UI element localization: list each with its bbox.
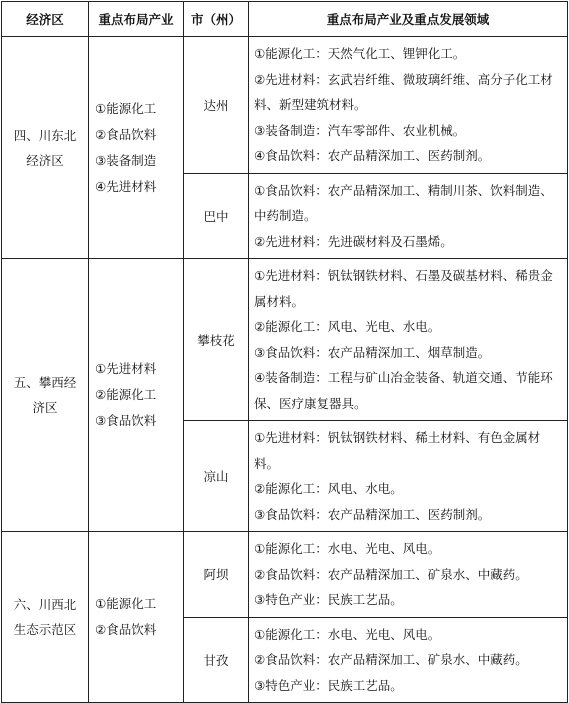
industry-item: ①能源化工: [95, 596, 157, 611]
city-name: 攀枝花: [184, 259, 249, 421]
industry-item: ③装备制造: [95, 152, 157, 168]
industry-layout-table: [1, 1, 568, 703]
detail-line: ②先进材料：玄武岩纤维、微玻璃纤维、高分子化工材料、新型建筑材料。: [254, 71, 553, 112]
zone-name-line: 六、川西北: [13, 597, 77, 612]
detail-line: ④装备制造：工程与矿山冶金装备、轨道交通、节能环保、医疗康复器具。: [254, 370, 553, 411]
city-details: [249, 37, 568, 174]
detail-line: ①能源化工：天然气化工、锂钾化工。: [254, 46, 466, 61]
detail-line: ②食品饮料：农产品精深加工、矿泉水、中藏药。: [254, 566, 528, 582]
industry-list: [89, 532, 184, 703]
industry-item: ②食品饮料: [95, 622, 157, 637]
industry-item: ④先进材料: [95, 178, 157, 194]
detail-line: ③特色产业：民族工艺品。: [254, 592, 403, 607]
detail-line: ①先进材料：钒钛钢铁材料、稀土材料、有色金属材料。: [254, 430, 541, 471]
zone-cell: [2, 37, 89, 259]
industry-list: [89, 259, 184, 532]
detail-line: ③食品饮料：农产品精深加工、烟草制造。: [254, 344, 491, 360]
zone-name-line: 五、攀西经: [13, 375, 77, 390]
city-name: 达州: [184, 37, 249, 174]
zone-name-line: 四、川东北: [13, 127, 77, 143]
industry-item: ②食品饮料: [95, 126, 157, 142]
table-row: [2, 532, 568, 618]
zone-cell: [2, 532, 89, 703]
zone-name-line: 经济区: [26, 152, 64, 168]
header-zone: 经济区: [2, 2, 89, 37]
city-details: [249, 259, 568, 421]
detail-line: ②先进材料：先进碳材料及石墨烯。: [254, 233, 453, 249]
header-key-industry: 重点布局产业: [89, 2, 184, 37]
city-name: 巴中: [184, 173, 249, 259]
zone-name-line: 济区: [32, 400, 58, 415]
detail-line: ①先进材料：钒钛钢铁材料、石墨及碳基材料、稀贵金属材料。: [254, 268, 553, 309]
table-row: [2, 37, 568, 174]
detail-line: ②食品饮料：农产品精深加工、矿泉水、中藏药。: [254, 652, 528, 667]
table-row: [2, 259, 568, 421]
detail-line: ④食品饮料：农产品精深加工、医药制剂。: [254, 148, 491, 163]
city-details: [249, 421, 568, 532]
header-city: 市（州）: [184, 2, 249, 37]
detail-line: ②能源化工：风电、光电、水电。: [254, 319, 441, 334]
industry-item: ③食品饮料: [95, 413, 157, 428]
detail-line: ①食品饮料：农产品精深加工、精制川茶、饮料制造、中药制造。: [254, 182, 553, 223]
industry-item: ①先进材料: [95, 361, 157, 376]
city-name: 凉山: [184, 421, 249, 532]
industry-item: ①能源化工: [95, 100, 157, 116]
industry-item: ②能源化工: [95, 387, 157, 402]
detail-line: ③食品饮料：农产品精深加工、医药制剂。: [254, 506, 491, 522]
detail-line: ①能源化工：水电、光电、风电。: [254, 541, 441, 556]
city-details: [249, 617, 568, 703]
detail-line: ②能源化工：风电、水电。: [254, 481, 403, 496]
zone-cell: [2, 259, 89, 532]
city-details: [249, 532, 568, 618]
header-row: [2, 2, 568, 37]
detail-line: ③装备制造：汽车零部件、农业机械。: [254, 122, 466, 138]
city-name: 阿坝: [184, 532, 249, 618]
industry-list: [89, 37, 184, 259]
detail-line: ①能源化工：水电、光电、风电。: [254, 626, 441, 642]
city-details: [249, 173, 568, 259]
zone-name-line: 生态示范区: [13, 622, 77, 637]
detail-line: ③特色产业：民族工艺品。: [254, 677, 403, 693]
header-key-fields: 重点布局产业及重点发展领域: [249, 2, 568, 37]
city-name: 甘孜: [184, 617, 249, 703]
